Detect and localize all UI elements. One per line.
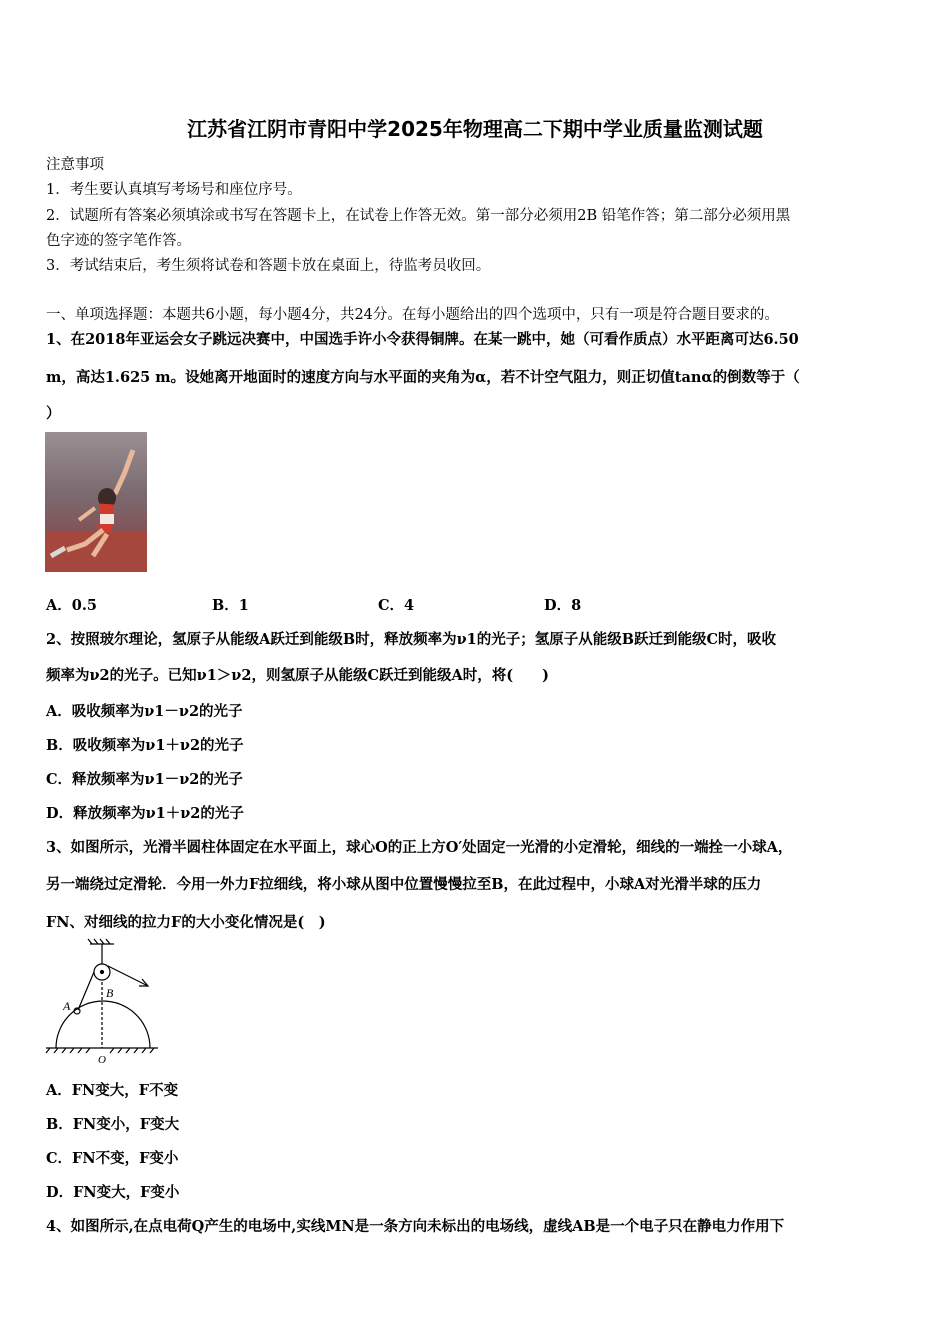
long-jump-photo (45, 432, 147, 572)
q3-text: FN、对细线的拉力F的大小变化情况是( ) (46, 914, 326, 931)
q1-text: m，高达1.625 m。设她离开地面时的速度方向与水平面的夹角为α，若不计空气阻力，则正切值tanα的倒数等于（ (46, 369, 800, 386)
q1-text: ） (46, 405, 61, 422)
option-a[interactable]: A．FN变大，F不变 (46, 1082, 179, 1099)
label-b: B (106, 986, 114, 1000)
notice-item: 2．试题所有答案必须填涂或书写在答题卡上，在试卷上作答无效。第一部分必须用2B 铅笔作答；第二部分必须用黑 (46, 208, 791, 224)
option-a[interactable]: A．吸收频率为ν1－ν2的光子 (46, 703, 243, 720)
q4-text: 4、如图所示,在点电荷Q产生的电场中,实线MN是一条方向未标出的电场线，虚线AB是一个电子只在静电力作用下 (46, 1218, 785, 1235)
label-o: O (98, 1054, 106, 1066)
notice-heading: 注意事项 (46, 157, 104, 173)
q2-text: 频率为ν2的光子。已知ν1＞ν2，则氢原子从能级C跃迁到能级A时，将( ) (46, 667, 549, 684)
notice-item: 3．考试结束后，考生须将试卷和答题卡放在桌面上，待监考员收回。 (46, 258, 491, 274)
q1-options (46, 594, 710, 615)
q3-text: 另一端绕过定滑轮．今用一外力F拉细线，将小球从图中位置慢慢拉至B，在此过程中，小球A对光滑半球的压力 (46, 876, 762, 893)
pulley-hemisphere-diagram (44, 938, 164, 1070)
option-d[interactable]: D．释放频率为ν1＋ν2的光子 (46, 805, 244, 822)
q2-text: 2、按照玻尔理论，氢原子从能级A跃迁到能级B时，释放频率为ν1的光子；氢原子从能级B跃迁到能级C时，吸收 (46, 631, 777, 648)
option-a[interactable]: A．0.5 (46, 597, 97, 614)
notice-item: 色字迹的签字笔作答。 (46, 233, 191, 249)
q3-text: 3、如图所示，光滑半圆柱体固定在水平面上，球心O的正上方O′处固定一光滑的小定滑轮，细线的一端拴一小球A， (46, 839, 793, 856)
option-d[interactable]: D．FN变大，F变小 (46, 1184, 180, 1201)
exam-title: 江苏省江阴市青阳中学2025年物理高二下期中学业质量监测试题 (187, 117, 763, 141)
option-b[interactable]: B．1 (212, 597, 249, 614)
q1-text: 1、在2018年亚运会女子跳远决赛中，中国选手许小令获得铜牌。在某一跳中，她（可看作质点）水平距离可达6.50 (46, 331, 799, 348)
notice-item: 1．考生要认真填写考场号和座位序号。 (46, 182, 302, 198)
option-b[interactable]: B．吸收频率为ν1＋ν2的光子 (46, 737, 244, 754)
option-d[interactable]: D．8 (544, 597, 582, 614)
option-c[interactable]: C．4 (378, 597, 415, 614)
option-c[interactable]: C．释放频率为ν1－ν2的光子 (46, 771, 243, 788)
label-a: A (63, 999, 71, 1013)
section-heading: 一、单项选择题：本题共6小题，每小题4分，共24分。在每小题给出的四个选项中，只有一项是符合题目要求的。 (46, 307, 779, 323)
option-b[interactable]: B．FN变小，F变大 (46, 1116, 180, 1133)
option-c[interactable]: C．FN不变，F变小 (46, 1150, 179, 1167)
